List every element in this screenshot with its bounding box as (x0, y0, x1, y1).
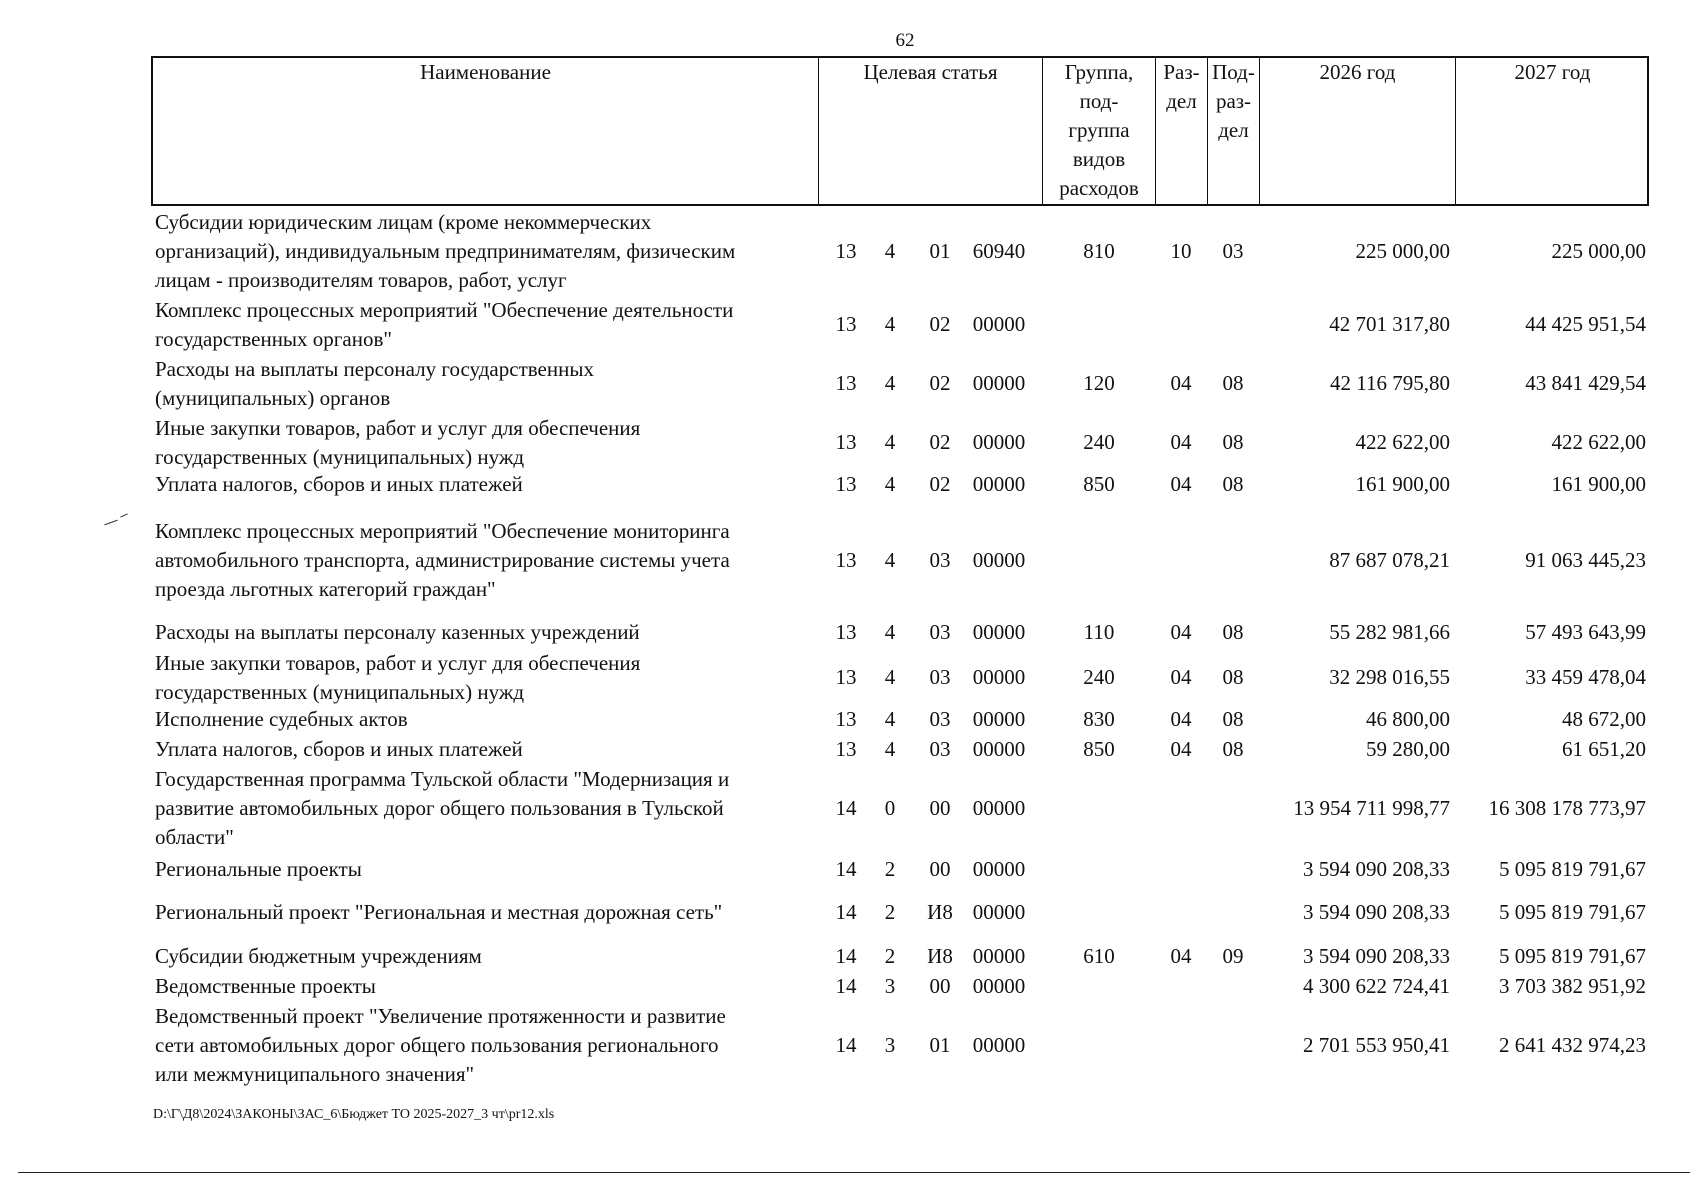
cell-y2026: 42 701 317,80 (1329, 312, 1450, 336)
header-subsection: Под- раз- дел (1207, 58, 1259, 204)
row-name-line: лицам - производителям товаров, работ, услуг (155, 268, 567, 292)
row-name (155, 618, 810, 647)
file-path: D:\Г\Д8\2024\ЗАКОНЫ\ЗАС_6\Бюджет ТО 2025-2027_3 чт\pr12.xls (153, 1107, 555, 1122)
cell-y2026: 422 622,00 (1355, 430, 1450, 454)
row-name (155, 470, 810, 499)
row-name-line: Расходы на выплаты персоналу казенных учреждений (155, 620, 640, 644)
cell-c3: И8 (927, 900, 953, 924)
cell-c3: 03 (929, 665, 951, 689)
cell-y2026: 4 300 622 724,41 (1303, 974, 1450, 998)
cell-group: 610 (1083, 944, 1115, 968)
cell-c2: 4 (884, 312, 896, 336)
cell-subsection: 09 (1222, 944, 1244, 968)
table-row (153, 208, 1649, 295)
cell-c1: 13 (835, 665, 857, 689)
cell-y2026: 3 594 090 208,33 (1303, 900, 1450, 924)
cell-c3: 01 (929, 239, 951, 263)
row-name (155, 296, 810, 354)
cell-y2027: 3 703 382 951,92 (1499, 974, 1646, 998)
table-header (151, 56, 1649, 206)
row-name-line: области" (155, 825, 234, 849)
cell-c4: 00000 (972, 665, 1026, 689)
cell-c4: 60940 (972, 239, 1026, 263)
table-row (153, 1002, 1649, 1089)
cell-c2: 2 (884, 944, 896, 968)
cell-c3: 00 (929, 857, 951, 881)
cell-c3: 03 (929, 707, 951, 731)
row-name-line: Комплекс процессных мероприятий "Обеспечение мониторинга (155, 519, 730, 543)
row-name (155, 855, 810, 884)
cell-c1: 13 (835, 239, 857, 263)
cell-y2026: 3 594 090 208,33 (1303, 944, 1450, 968)
cell-y2027: 422 622,00 (1551, 430, 1646, 454)
table-row (153, 705, 1649, 734)
cell-c2: 4 (884, 737, 896, 761)
row-name (155, 414, 810, 472)
cell-y2026: 225 000,00 (1355, 239, 1450, 263)
table-row (153, 355, 1649, 413)
cell-y2027: 5 095 819 791,67 (1499, 944, 1646, 968)
cell-y2026: 46 800,00 (1366, 707, 1450, 731)
row-name-line: государственных (муниципальных) нужд (155, 680, 525, 704)
cell-c4: 00000 (972, 796, 1026, 820)
cell-y2026: 87 687 078,21 (1329, 548, 1450, 572)
cell-y2027: 33 459 478,04 (1525, 665, 1646, 689)
cell-c1: 13 (835, 371, 857, 395)
cell-c3: 00 (929, 796, 951, 820)
cell-y2026: 3 594 090 208,33 (1303, 857, 1450, 881)
row-name-line: Расходы на выплаты персоналу государственных (155, 357, 594, 381)
cell-c2: 3 (884, 1033, 896, 1057)
cell-c4: 00000 (972, 1033, 1026, 1057)
cell-c1: 14 (835, 900, 857, 924)
cell-c4: 00000 (972, 620, 1026, 644)
cell-c1: 14 (835, 857, 857, 881)
cell-c2: 4 (884, 371, 896, 395)
row-name-line: государственных органов" (155, 327, 392, 351)
cell-c4: 00000 (972, 472, 1026, 496)
cell-group: 110 (1083, 620, 1115, 644)
header-section: Раз- дел (1155, 58, 1207, 204)
cell-section: 04 (1170, 620, 1192, 644)
cell-y2027: 43 841 429,54 (1525, 371, 1646, 395)
cell-c3: 02 (929, 430, 951, 454)
cell-y2027: 16 308 178 773,97 (1488, 796, 1646, 820)
cell-section: 04 (1170, 430, 1192, 454)
cell-c2: 4 (884, 707, 896, 731)
cell-y2026: 161 900,00 (1355, 472, 1450, 496)
row-name-line: государственных (муниципальных) нужд (155, 445, 525, 469)
cell-c1: 14 (835, 944, 857, 968)
row-name-line: проезда льготных категорий граждан" (155, 577, 496, 601)
cell-c2: 0 (884, 796, 896, 820)
row-name-line: Государственная программа Тульской области "Модернизация и (155, 767, 730, 791)
table-row (153, 618, 1649, 647)
cell-c1: 14 (835, 974, 857, 998)
cell-c1: 13 (835, 620, 857, 644)
cell-c3: 02 (929, 312, 951, 336)
header-name: Наименование (420, 60, 551, 84)
table-row (153, 735, 1649, 764)
cell-c3: 02 (929, 371, 951, 395)
cell-section: 04 (1170, 944, 1192, 968)
scan-mark (120, 513, 128, 517)
cell-c3: 03 (929, 620, 951, 644)
header-target: Целевая статья (818, 58, 1042, 204)
cell-y2027: 44 425 951,54 (1525, 312, 1646, 336)
cell-y2026: 42 116 795,80 (1330, 371, 1450, 395)
table-row (153, 649, 1649, 707)
cell-c4: 00000 (972, 707, 1026, 731)
cell-c3: 01 (929, 1033, 951, 1057)
cell-subsection: 08 (1222, 620, 1244, 644)
table-row (153, 765, 1649, 852)
page-number: 62 (895, 30, 915, 51)
row-name (155, 942, 810, 971)
row-name-line: Исполнение судебных актов (155, 707, 408, 731)
cell-y2027: 161 900,00 (1551, 472, 1646, 496)
table-row (153, 855, 1649, 884)
row-name-line: Региональные проекты (155, 857, 362, 881)
row-name-line: Иные закупки товаров, работ и услуг для обеспечения (155, 416, 641, 440)
cell-c4: 00000 (972, 312, 1026, 336)
cell-y2027: 57 493 643,99 (1525, 620, 1646, 644)
table-row (153, 470, 1649, 499)
cell-c1: 13 (835, 707, 857, 731)
row-name (155, 1002, 810, 1089)
row-name-line: или межмуниципального значения" (155, 1062, 475, 1086)
row-name-line: Ведомственные проекты (155, 974, 376, 998)
row-name-line: Субсидии юридическим лицам (кроме некоммерческих (155, 210, 652, 234)
cell-c1: 14 (835, 796, 857, 820)
cell-c4: 00000 (972, 857, 1026, 881)
cell-section: 04 (1170, 472, 1192, 496)
cell-c3: 02 (929, 472, 951, 496)
cell-subsection: 08 (1222, 665, 1244, 689)
cell-group: 850 (1083, 472, 1115, 496)
cell-c2: 4 (884, 620, 896, 644)
row-name-line: Комплекс процессных мероприятий "Обеспечение деятельности (155, 298, 734, 322)
cell-c4: 00000 (972, 548, 1026, 572)
cell-c1: 13 (835, 312, 857, 336)
cell-c4: 00000 (972, 974, 1026, 998)
cell-y2026: 13 954 711 998,77 (1293, 796, 1450, 820)
cell-section: 04 (1170, 665, 1192, 689)
table-row (153, 898, 1649, 927)
cell-c2: 4 (884, 665, 896, 689)
row-name (155, 208, 810, 295)
row-name-line: Ведомственный проект "Увеличение протяженности и развитие (155, 1004, 726, 1028)
cell-y2027: 48 672,00 (1562, 707, 1646, 731)
table-row (153, 942, 1649, 971)
scan-mark (104, 520, 117, 526)
cell-subsection: 08 (1222, 737, 1244, 761)
cell-c4: 00000 (972, 430, 1026, 454)
cell-section: 04 (1170, 371, 1192, 395)
cell-subsection: 08 (1222, 430, 1244, 454)
cell-section: 04 (1170, 737, 1192, 761)
cell-group: 240 (1083, 430, 1115, 454)
row-name (155, 765, 810, 852)
table-row (153, 296, 1649, 354)
cell-y2027: 225 000,00 (1551, 239, 1646, 263)
row-name-line: Иные закупки товаров, работ и услуг для обеспечения (155, 651, 641, 675)
table-row (153, 972, 1649, 1001)
cell-y2027: 61 651,20 (1562, 737, 1646, 761)
cell-c2: 4 (884, 548, 896, 572)
row-name-line: организаций), индивидуальным предпринимателям, физическим (155, 239, 736, 263)
cell-y2027: 2 641 432 974,23 (1499, 1033, 1646, 1057)
row-name-line: сети автомобильных дорог общего пользования регионального (155, 1033, 719, 1057)
cell-c1: 13 (835, 548, 857, 572)
header-2026: 2026 год (1259, 58, 1455, 204)
cell-c4: 00000 (972, 944, 1026, 968)
row-name-line: Субсидии бюджетным учреждениям (155, 944, 482, 968)
cell-y2027: 91 063 445,23 (1525, 548, 1646, 572)
cell-y2027: 5 095 819 791,67 (1499, 857, 1646, 881)
cell-c1: 13 (835, 472, 857, 496)
cell-y2026: 59 280,00 (1366, 737, 1450, 761)
cell-c3: 03 (929, 548, 951, 572)
cell-y2026: 2 701 553 950,41 (1303, 1033, 1450, 1057)
row-name-line: Уплата налогов, сборов и иных платежей (155, 472, 523, 496)
row-name (155, 355, 810, 413)
cell-y2026: 55 282 981,66 (1329, 620, 1450, 644)
cell-subsection: 08 (1222, 371, 1244, 395)
bottom-rule (18, 1172, 1690, 1173)
cell-c3: 00 (929, 974, 951, 998)
row-name (155, 972, 810, 1001)
cell-group: 850 (1083, 737, 1115, 761)
cell-c3: 03 (929, 737, 951, 761)
header-2027: 2027 год (1455, 58, 1649, 204)
row-name-line: Региональный проект "Региональная и местная дорожная сеть" (155, 900, 723, 924)
cell-c2: 4 (884, 430, 896, 454)
cell-y2027: 5 095 819 791,67 (1499, 900, 1646, 924)
cell-y2026: 32 298 016,55 (1329, 665, 1450, 689)
cell-c1: 13 (835, 737, 857, 761)
row-name (155, 517, 810, 604)
row-name-line: развитие автомобильных дорог общего пользования в Тульской (155, 796, 724, 820)
cell-section: 04 (1170, 707, 1192, 731)
cell-group: 810 (1083, 239, 1115, 263)
row-name-line: Уплата налогов, сборов и иных платежей (155, 737, 523, 761)
row-name (155, 898, 810, 927)
cell-c4: 00000 (972, 371, 1026, 395)
cell-c2: 2 (884, 857, 896, 881)
cell-c1: 13 (835, 430, 857, 454)
cell-c4: 00000 (972, 737, 1026, 761)
cell-c2: 4 (884, 239, 896, 263)
row-name (155, 649, 810, 707)
cell-group: 240 (1083, 665, 1115, 689)
cell-section: 10 (1170, 239, 1192, 263)
cell-c2: 2 (884, 900, 896, 924)
cell-subsection: 03 (1222, 239, 1244, 263)
cell-group: 120 (1083, 371, 1115, 395)
row-name (155, 705, 810, 734)
cell-c2: 3 (884, 974, 896, 998)
row-name-line: (муниципальных) органов (155, 386, 391, 410)
cell-c3: И8 (927, 944, 953, 968)
cell-c2: 4 (884, 472, 896, 496)
cell-subsection: 08 (1222, 707, 1244, 731)
cell-group: 830 (1083, 707, 1115, 731)
table-row (153, 517, 1649, 604)
row-name-line: автомобильного транспорта, администрирование системы учета (155, 548, 730, 572)
row-name (155, 735, 810, 764)
cell-subsection: 08 (1222, 472, 1244, 496)
cell-c4: 00000 (972, 900, 1026, 924)
cell-c1: 14 (835, 1033, 857, 1057)
header-group: Группа, под- группа видов расходов (1042, 58, 1155, 204)
table-row (153, 414, 1649, 472)
